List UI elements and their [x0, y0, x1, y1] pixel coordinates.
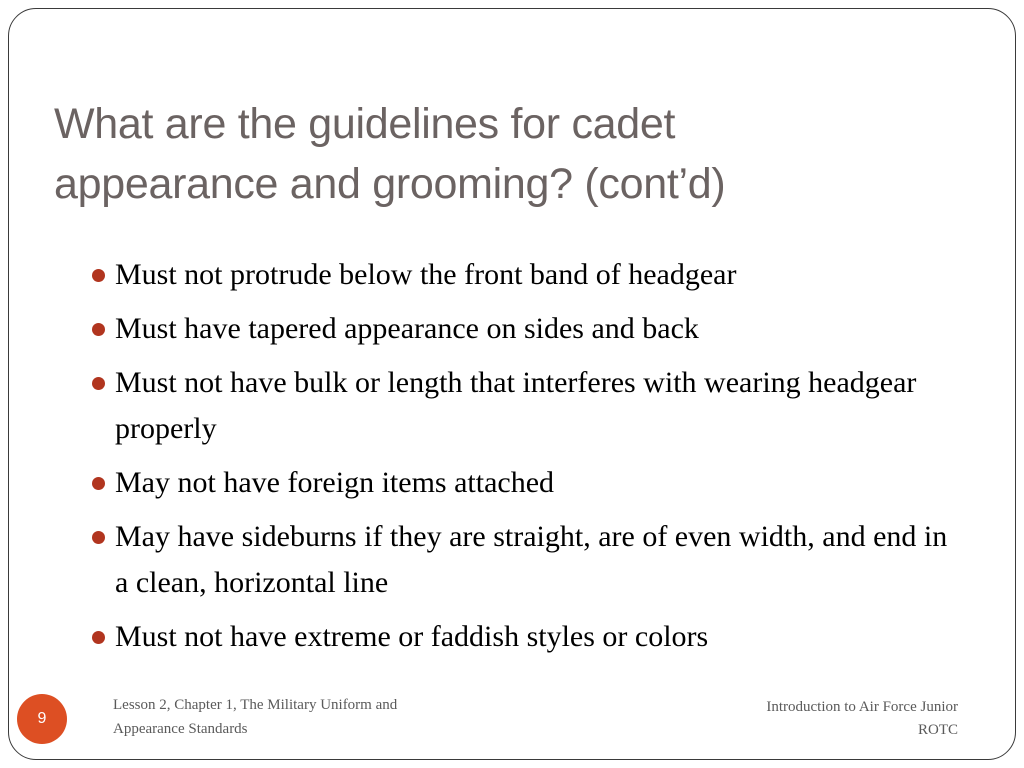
- footer-lesson-line-2: Appearance Standards: [113, 721, 248, 737]
- bullet-dot-icon: [92, 323, 105, 336]
- bullet-text: May not have foreign items attached: [115, 466, 555, 499]
- bullet-dot-icon: [92, 377, 105, 390]
- bullet-item: [90, 460, 960, 506]
- footer-lesson-text: [113, 693, 473, 741]
- bullet-dot-icon: [92, 477, 105, 490]
- bullet-text: May have sideburns if they are straight, are of even width, and end in a clean, horizontal line: [115, 520, 948, 599]
- bullet-item: [90, 306, 960, 352]
- bullet-list: [90, 252, 960, 668]
- footer-course-line-2: ROTC: [917, 722, 958, 738]
- title-line-1: What are the guidelines for cadet: [54, 100, 676, 148]
- bullet-dot-icon: [92, 631, 105, 644]
- footer-lesson-line-1: Lesson 2, Chapter 1, The Military Uniform and: [113, 697, 398, 713]
- slide-title: [54, 94, 954, 214]
- bullet-item: [90, 360, 960, 452]
- footer-course-text: [698, 696, 958, 742]
- title-line-2: appearance and grooming? (cont’d): [54, 160, 726, 208]
- bullet-item: [90, 514, 960, 606]
- bullet-text: Must not have bulk or length that interferes with wearing headgear properly: [115, 366, 917, 445]
- bullet-text: Must have tapered appearance on sides and back: [115, 312, 699, 345]
- footer-course-line-1: Introduction to Air Force Junior: [766, 699, 958, 715]
- bullet-text: Must not protrude below the front band of headgear: [115, 258, 737, 291]
- bullet-dot-icon: [92, 269, 105, 282]
- bullet-text: Must not have extreme or faddish styles or colors: [115, 620, 709, 653]
- slide-number-badge: 9: [17, 694, 67, 744]
- bullet-item: [90, 614, 960, 660]
- bullet-dot-icon: [92, 531, 105, 544]
- bullet-item: [90, 252, 960, 298]
